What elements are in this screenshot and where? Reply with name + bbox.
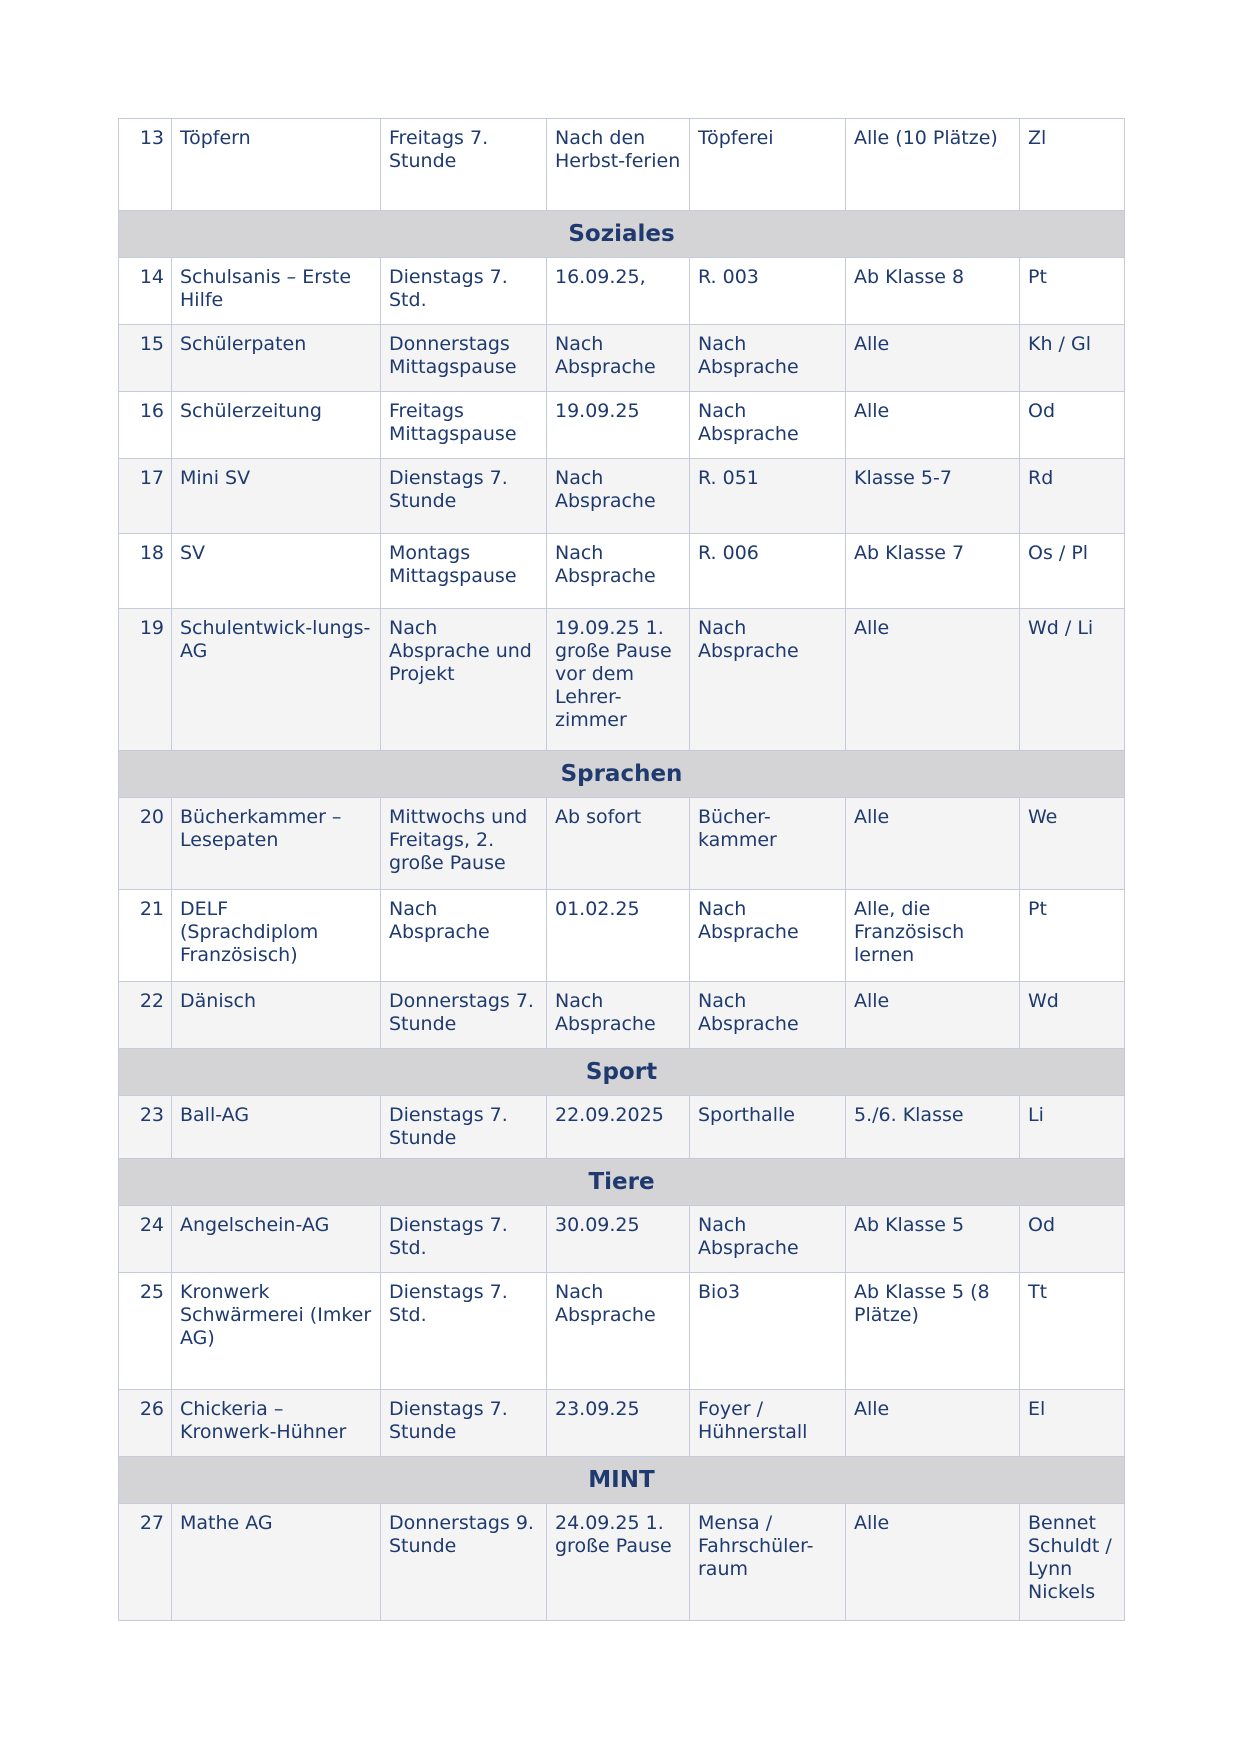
- ag-room: Foyer / Hühnerstall: [690, 1390, 846, 1457]
- ag-time: Freitags 7. Stunde: [381, 119, 547, 211]
- ag-target: Alle: [846, 1390, 1020, 1457]
- ag-name: Töpfern: [172, 119, 381, 211]
- ag-target: Ab Klasse 8: [846, 258, 1020, 325]
- ag-target: Alle, die Französisch lernen: [846, 890, 1020, 982]
- ag-start: 24.09.25 1. große Pause: [547, 1504, 690, 1621]
- table-row: [119, 1390, 1125, 1457]
- ag-name: Mathe AG: [172, 1504, 381, 1621]
- ag-contact: El: [1020, 1390, 1125, 1457]
- table-row: [119, 1096, 1125, 1159]
- ag-name: Schülerzeitung: [172, 392, 381, 459]
- section-title: Sport: [119, 1049, 1125, 1096]
- ag-name: Schulsanis – Erste Hilfe: [172, 258, 381, 325]
- section-title: Soziales: [119, 211, 1125, 258]
- row-number: 15: [119, 325, 172, 392]
- ag-name: Angelschein-AG: [172, 1206, 381, 1273]
- ag-contact: Od: [1020, 392, 1125, 459]
- row-number: 13: [119, 119, 172, 211]
- ag-time: Dienstags 7. Stunde: [381, 1390, 547, 1457]
- ag-room: Nach Absprache: [690, 609, 846, 751]
- table-row: [119, 392, 1125, 459]
- row-number: 19: [119, 609, 172, 751]
- ag-room: R. 003: [690, 258, 846, 325]
- ag-room: Mensa / Fahrschüler-raum: [690, 1504, 846, 1621]
- section-title: Sprachen: [119, 751, 1125, 798]
- ag-time: Donnerstags 7. Stunde: [381, 982, 547, 1049]
- ag-room: R. 051: [690, 459, 846, 534]
- ag-time: Mittwochs und Freitags, 2. große Pause: [381, 798, 547, 890]
- ag-name: Mini SV: [172, 459, 381, 534]
- ag-name: Schulentwick-lungs-AG: [172, 609, 381, 751]
- ag-room: Sporthalle: [690, 1096, 846, 1159]
- table-row: [119, 1273, 1125, 1390]
- ag-target: Ab Klasse 5: [846, 1206, 1020, 1273]
- ag-time: Dienstags 7. Std.: [381, 1273, 547, 1390]
- ag-time: Dienstags 7. Std.: [381, 258, 547, 325]
- ag-time: Dienstags 7. Stunde: [381, 1096, 547, 1159]
- ag-contact: Rd: [1020, 459, 1125, 534]
- table-row: [119, 459, 1125, 534]
- row-number: 14: [119, 258, 172, 325]
- ag-start: 23.09.25: [547, 1390, 690, 1457]
- ag-name: Bücherkammer – Lesepaten: [172, 798, 381, 890]
- ag-contact: Kh / Gl: [1020, 325, 1125, 392]
- row-number: 18: [119, 534, 172, 609]
- table-row: [119, 798, 1125, 890]
- ag-target: Klasse 5-7: [846, 459, 1020, 534]
- ag-room: Nach Absprache: [690, 890, 846, 982]
- ag-contact: Wd: [1020, 982, 1125, 1049]
- row-number: 27: [119, 1504, 172, 1621]
- ag-name: Chickeria – Kronwerk-Hühner: [172, 1390, 381, 1457]
- table-row: [119, 1504, 1125, 1621]
- table-row: [119, 258, 1125, 325]
- row-number: 23: [119, 1096, 172, 1159]
- ag-target: Alle: [846, 325, 1020, 392]
- ag-time: Montags Mittagspause: [381, 534, 547, 609]
- row-number: 21: [119, 890, 172, 982]
- ag-start: Nach Absprache: [547, 325, 690, 392]
- ag-time: Dienstags 7. Stunde: [381, 459, 547, 534]
- ag-time: Freitags Mittagspause: [381, 392, 547, 459]
- ag-target: Alle: [846, 392, 1020, 459]
- row-number: 24: [119, 1206, 172, 1273]
- ag-start: Nach Absprache: [547, 982, 690, 1049]
- ag-contact: Pt: [1020, 890, 1125, 982]
- ag-time: Nach Absprache: [381, 890, 547, 982]
- ag-target: Alle: [846, 1504, 1020, 1621]
- ag-start: Nach Absprache: [547, 1273, 690, 1390]
- section-title: Tiere: [119, 1159, 1125, 1206]
- ag-contact: Zl: [1020, 119, 1125, 211]
- ag-room: Bio3: [690, 1273, 846, 1390]
- ag-name: Schülerpaten: [172, 325, 381, 392]
- ag-name: SV: [172, 534, 381, 609]
- ag-start: 19.09.25: [547, 392, 690, 459]
- row-number: 22: [119, 982, 172, 1049]
- section-header-sport: [119, 1049, 1125, 1096]
- row-number: 20: [119, 798, 172, 890]
- ag-start: 16.09.25,: [547, 258, 690, 325]
- ag-room: Nach Absprache: [690, 982, 846, 1049]
- section-header-sprachen: [119, 751, 1125, 798]
- ag-target: Alle (10 Plätze): [846, 119, 1020, 211]
- ag-time: Nach Absprache und Projekt: [381, 609, 547, 751]
- row-number: 16: [119, 392, 172, 459]
- table-row: [119, 119, 1125, 211]
- ag-room: Nach Absprache: [690, 1206, 846, 1273]
- ag-target: Ab Klasse 7: [846, 534, 1020, 609]
- ag-name: DELF (Sprachdiplom Französisch): [172, 890, 381, 982]
- row-number: 17: [119, 459, 172, 534]
- ag-target: Alle: [846, 609, 1020, 751]
- row-number: 26: [119, 1390, 172, 1457]
- ag-time: Donnerstags 9. Stunde: [381, 1504, 547, 1621]
- ag-target: Alle: [846, 798, 1020, 890]
- ag-room: Töpferei: [690, 119, 846, 211]
- ag-time: Donnerstags Mittagspause: [381, 325, 547, 392]
- section-header-tiere: [119, 1159, 1125, 1206]
- table-row: [119, 890, 1125, 982]
- table-row: [119, 609, 1125, 751]
- section-header-mint: [119, 1457, 1125, 1504]
- ag-start: 19.09.25 1. große Pause vor dem Lehrer-zimmer: [547, 609, 690, 751]
- ag-contact: Os / Pl: [1020, 534, 1125, 609]
- ag-time: Dienstags 7. Std.: [381, 1206, 547, 1273]
- ag-name: Dänisch: [172, 982, 381, 1049]
- ag-start: Ab sofort: [547, 798, 690, 890]
- ag-name: Kronwerk Schwärmerei (Imker AG): [172, 1273, 381, 1390]
- ag-start: 22.09.2025: [547, 1096, 690, 1159]
- ag-room: Nach Absprache: [690, 325, 846, 392]
- ag-start: 01.02.25: [547, 890, 690, 982]
- ag-start: Nach Absprache: [547, 534, 690, 609]
- ag-contact: Wd / Li: [1020, 609, 1125, 751]
- ag-room: Nach Absprache: [690, 392, 846, 459]
- ag-room: R. 006: [690, 534, 846, 609]
- ag-contact: Od: [1020, 1206, 1125, 1273]
- ag-contact: We: [1020, 798, 1125, 890]
- ag-contact: Tt: [1020, 1273, 1125, 1390]
- ag-contact: Li: [1020, 1096, 1125, 1159]
- ag-contact: Bennet Schuldt / Lynn Nickels: [1020, 1504, 1125, 1621]
- ag-start: Nach den Herbst-ferien: [547, 119, 690, 211]
- table-row: [119, 1206, 1125, 1273]
- ag-target: Ab Klasse 5 (8 Plätze): [846, 1273, 1020, 1390]
- table-row: [119, 325, 1125, 392]
- ag-target: 5./6. Klasse: [846, 1096, 1020, 1159]
- section-header-soziales: [119, 211, 1125, 258]
- ag-contact: Pt: [1020, 258, 1125, 325]
- ag-start: Nach Absprache: [547, 459, 690, 534]
- section-title: MINT: [119, 1457, 1125, 1504]
- ag-room: Bücher-kammer: [690, 798, 846, 890]
- ag-target: Alle: [846, 982, 1020, 1049]
- ag-name: Ball-AG: [172, 1096, 381, 1159]
- row-number: 25: [119, 1273, 172, 1390]
- table-row: [119, 982, 1125, 1049]
- ag-table: [118, 118, 1125, 1621]
- ag-start: 30.09.25: [547, 1206, 690, 1273]
- table-row: [119, 534, 1125, 609]
